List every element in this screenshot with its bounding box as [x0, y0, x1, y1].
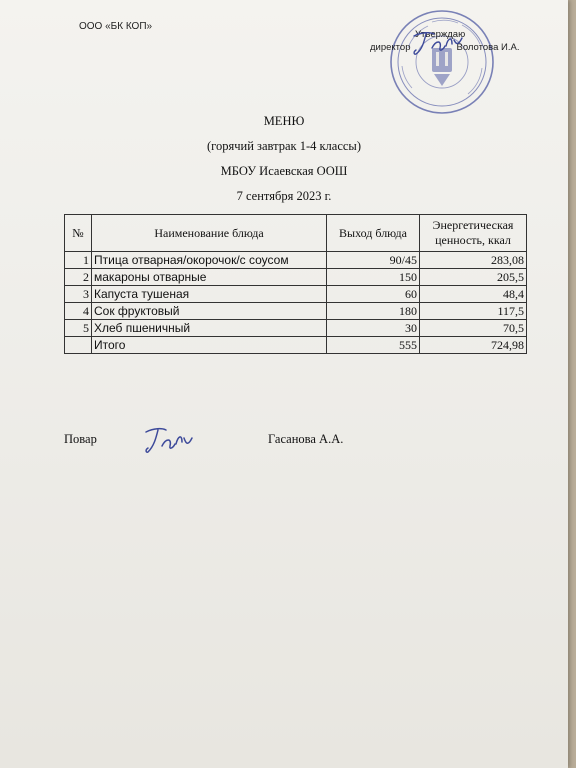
row-output: 90/45 [327, 252, 420, 269]
table-row [65, 252, 527, 269]
table-header-row [65, 215, 527, 252]
row-output: 60 [327, 286, 420, 303]
row-dish-name: Капуста тушеная [92, 286, 327, 303]
menu-date: 7 сентября 2023 г. [236, 189, 332, 203]
row-num: 1 [65, 252, 92, 269]
row-num: 2 [65, 269, 92, 286]
approve-label: Утверждаю [415, 29, 466, 40]
row-output: 150 [327, 269, 420, 286]
row-dish-name: Сок фруктовый [92, 303, 327, 320]
total-output: 555 [327, 337, 420, 354]
row-energy: 205,5 [420, 269, 527, 286]
menu-table [64, 214, 527, 354]
row-energy: 48,4 [420, 286, 527, 303]
menu-title: МЕНЮ [263, 114, 305, 128]
cook-name: Гасанова А.А. [268, 432, 344, 446]
total-energy: 724,98 [420, 337, 527, 354]
table-total-row [65, 337, 527, 354]
total-label: Итого [92, 337, 327, 354]
column-header-output: Выход блюда [327, 215, 420, 252]
round-stamp [388, 8, 496, 116]
row-num: 4 [65, 303, 92, 320]
row-num: 5 [65, 320, 92, 337]
row-dish-name: макароны отварные [92, 269, 327, 286]
table-row [65, 320, 527, 337]
row-output: 30 [327, 320, 420, 337]
menu-subtitle: (горячий завтрак 1-4 классы) [206, 139, 361, 153]
director-signature [410, 28, 466, 58]
column-header-num: № [65, 215, 92, 252]
school-name: МБОУ Исаевская ООШ [220, 164, 348, 178]
table-row [65, 269, 527, 286]
row-dish-name: Птица отварная/окорочок/с соусом [92, 252, 327, 269]
director-label: директор [370, 42, 411, 53]
cook-label: Повар [64, 432, 97, 446]
table-row [65, 286, 527, 303]
director-name: Волотова И.А. [456, 42, 520, 53]
column-header-energy-line1: Энергетическая [432, 218, 514, 232]
row-energy: 283,08 [420, 252, 527, 269]
column-header-energy-line2: ценность, ккал [435, 233, 511, 247]
table-row [65, 303, 527, 320]
row-output: 180 [327, 303, 420, 320]
row-dish-name: Хлеб пшеничный [92, 320, 327, 337]
column-header-name: Наименование блюда [92, 215, 327, 252]
total-num-empty [65, 337, 92, 354]
row-num: 3 [65, 286, 92, 303]
cook-signature [142, 424, 194, 458]
column-header-energy [420, 215, 527, 252]
row-energy: 117,5 [420, 303, 527, 320]
row-energy: 70,5 [420, 320, 527, 337]
organization-name: ООО «БК КОП» [79, 21, 153, 32]
